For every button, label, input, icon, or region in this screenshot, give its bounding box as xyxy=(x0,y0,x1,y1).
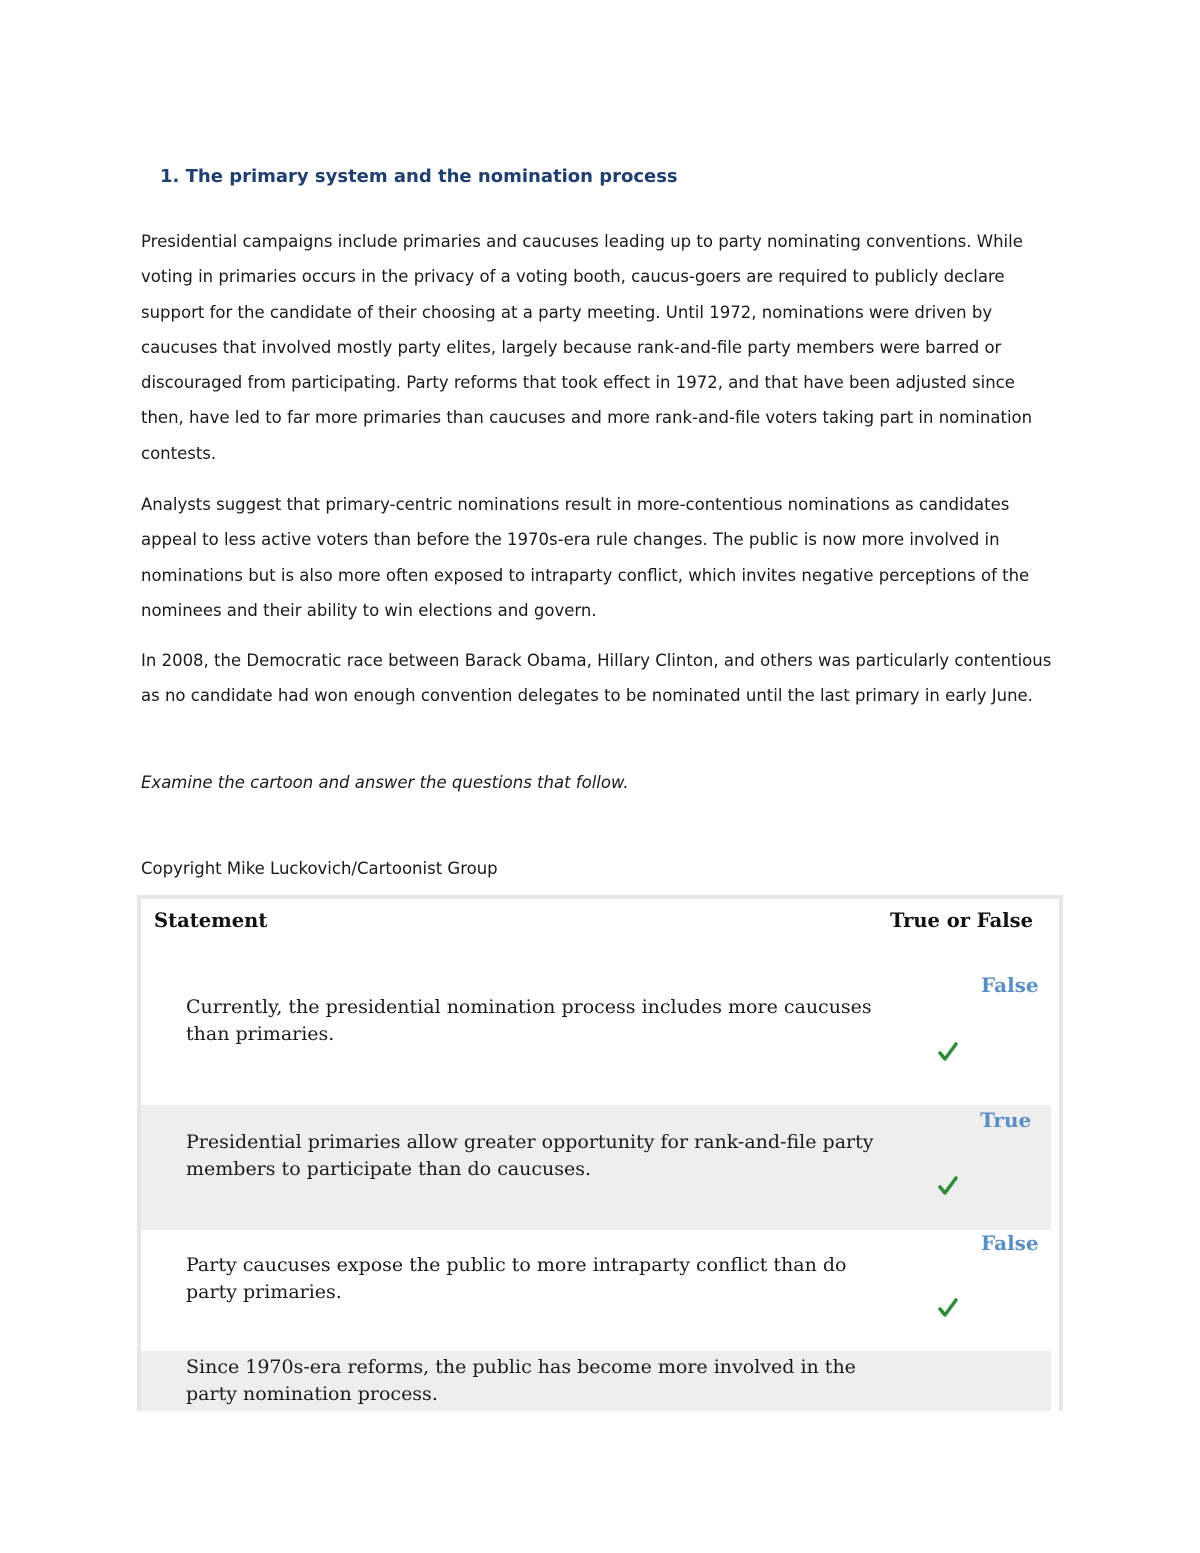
table-row xyxy=(141,1351,1051,1411)
table-row xyxy=(141,1230,1051,1351)
checkmark-icon xyxy=(937,1175,959,1197)
row-statement: Presidential primaries allow greater opportunity for rank-and-file party members to participate than do caucuses. xyxy=(186,1131,874,1180)
table-row xyxy=(141,1105,1051,1230)
section-heading: 1. The primary system and the nomination process xyxy=(160,166,678,187)
row-statement: Party caucuses expose the public to more intraparty conflict than do party primaries. xyxy=(186,1254,847,1303)
true-false-table xyxy=(137,895,1063,1411)
row-answer[interactable]: True xyxy=(980,1108,1032,1132)
header-true-or-false: True or False xyxy=(889,909,1033,932)
table-header-row xyxy=(141,899,1051,949)
instruction-text: Examine the cartoon and answer the questions that follow. xyxy=(141,773,629,792)
analysis-paragraph: Analysts suggest that primary-centric nominations result in more-contentious nominations as candidates appeal to less active voters than before the 1970s-era rule changes. The public is now more involved in nominations but is also more often exposed to intraparty conflict, which invites negative perceptions of the nominees and their ability to win elections and govern. xyxy=(141,495,1030,620)
row-statement: Since 1970s-era reforms, the public has become more involved in the party nomination process. xyxy=(186,1356,856,1405)
checkmark-icon xyxy=(937,1041,959,1063)
row-statement: Currently, the presidential nomination process includes more caucuses than primaries. xyxy=(186,996,872,1045)
intro-paragraph: Presidential campaigns include primaries and caucuses leading up to party nominating conventions. While voting in primaries occurs in the privacy of a voting booth, caucus-goers are required to publicly declare support for the candidate of their choosing at a party meeting. Until 1972, nominations were driven by caucuses that involved mostly party elites, largely because rank-and-file party members were barred or discouraged from participating. Party reforms that took effect in 1972, and that have been adjusted since then, have led to far more primaries than caucuses and more rank-and-file voters taking part in nomination contests. xyxy=(141,232,1033,463)
copyright-caption: Copyright Mike Luckovich/Cartoonist Group xyxy=(141,859,498,878)
row-answer[interactable]: False xyxy=(981,973,1039,997)
header-statement: Statement xyxy=(154,909,268,932)
example-paragraph: In 2008, the Democratic race between Barack Obama, Hillary Clinton, and others was particularly contentious as no candidate had won enough convention delegates to be nominated until the last primary in early June. xyxy=(141,651,1052,706)
checkmark-icon xyxy=(937,1297,959,1319)
row-answer[interactable]: False xyxy=(981,1231,1039,1255)
table-row xyxy=(141,949,1051,1105)
